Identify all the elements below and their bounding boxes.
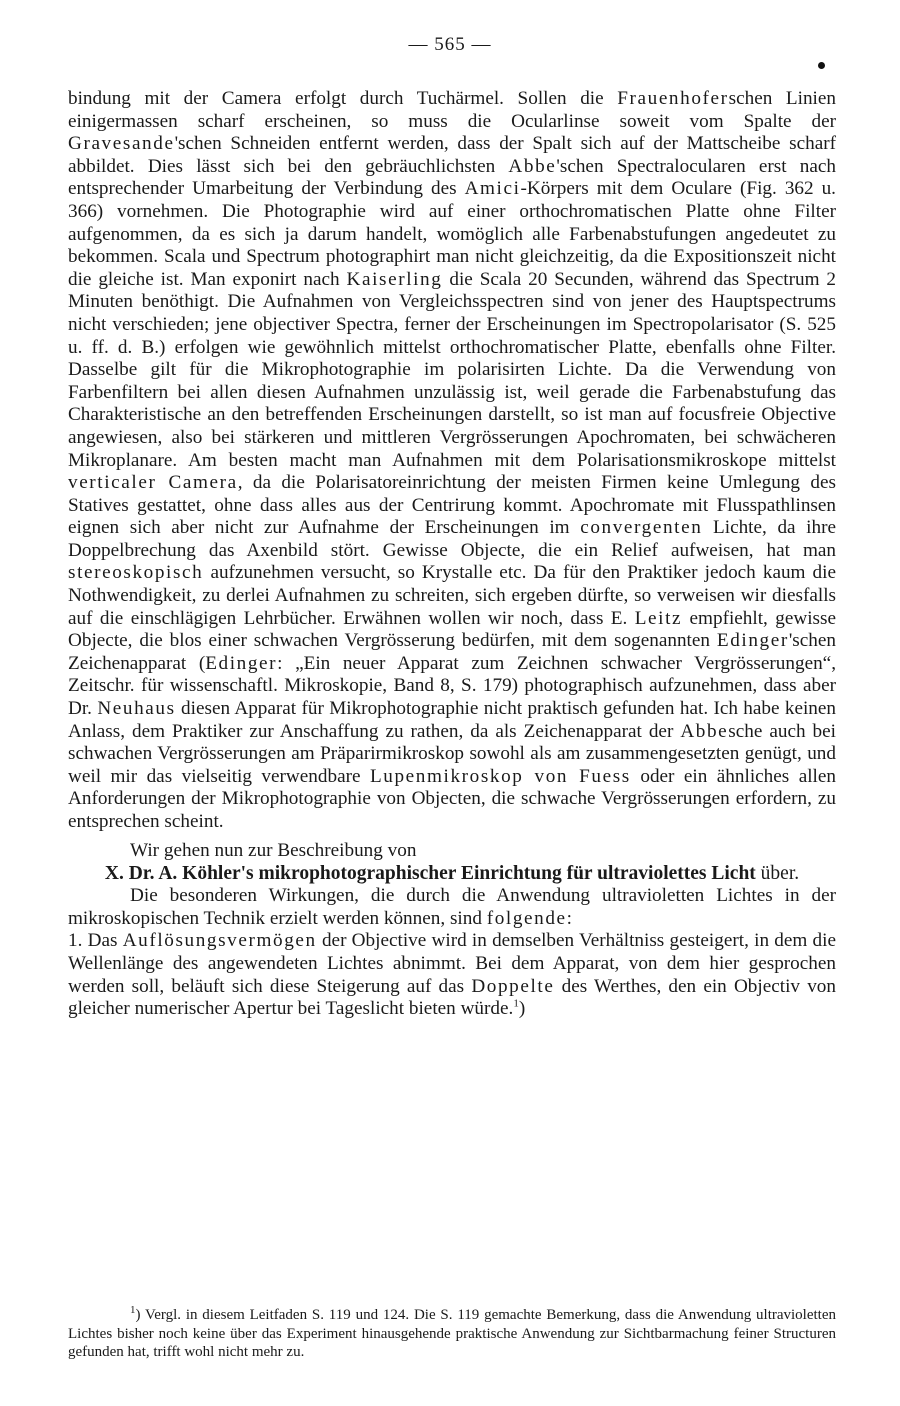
footnote [68,1306,836,1362]
name-leitz: Leitz [634,607,683,629]
paragraph-transition: Wir gehen nun zur Beschreibung von [130,839,417,861]
footnote-text: ) Vergl. in diesem Leitfaden S. 119 und 124. Die S. 119 gemachte Bemerkung, dass die Anwendung ultravioletten Lichtes bisher noch keine über das Experiment hinausgehende praktische Anwendung zur Sichtbarmachung feiner Structuren gefunden hat, trifft wohl nicht mehr zu. [68,1307,836,1360]
text-run: des Werthes, den ein Objectiv von gleicher numerischer Apertur bei Tageslicht bieten würde. [68,975,836,1020]
text-run: schen Linien einigermassen scharf erscheinen, so muss die Ocularlinse soweit vom Spalte der [68,88,836,132]
name-edinger: Edinger [205,652,278,674]
text-run: : [566,907,573,929]
term-doppelte: Doppelte [471,975,555,997]
text-run: : „Ein neuer Apparat zum Zeichnen schwacher Vergrösserungen“, Zeitschr. für wissenschaftl. Mikroskopie, Band 8, S. 179) photographisch aufzunehmen, dass aber Dr. [68,652,836,720]
name-neuhaus: Neuhaus [97,698,176,720]
section-intro [68,885,836,930]
main-text [68,88,836,1021]
name-kaiserling: Kaiserling [346,268,443,290]
term-aufloesungsvermoegen: Auflösungsvermögen [122,930,317,952]
text-run: diesen Apparat für Mikrophotographie nicht praktisch gefunden hat. Ich habe keinen Anlass, dem Praktiker zur Anschaffung zu rathen, da als Zeichenapparat der [68,698,837,742]
term-stereoskopisch: stereoskopisch [68,562,204,584]
name-abbe: Abbe [508,155,557,177]
section-heading [68,862,836,885]
section-heading-tail: über. [755,863,800,885]
text-run: bindung mit der Camera erfolgt durch Tuchärmel. Sollen die [68,88,618,109]
text-run: Lichte, da ihre Doppelbrechung das Axenbild stört. Gewisse Objecte, die ein Relief aufweisen, hat man [68,517,837,561]
paragraph-continuation [68,88,836,834]
text-run: die Scala 20 Secunden, während das Spectrum 2 Minuten benöthigt. Die Aufnahmen von Vergleichsspectren sind von jener des Hauptspectrums nicht verschieden; jene objectiver Spectra, ferner der Erscheinungen im Spectropolarisator (S. 525 u. ff. d. B.) erfolgen wie gewöhnlich mittelst orthochromatischer Platte, ebenfalls ohne Filter. Dasselbe gilt für die Mikrophotographie im polarisirten Lichte. Da die Verwendung von Farbenfiltern bei allen diesen Aufnahmen unzulässig ist, weil gerade die Farbenabstufung das Charakteristische an den betreffenden Erscheinungen darstellt, so ist man auf focusfreie Objective angewiesen, also bei stärkeren und mittleren Vergrösserungen Apochromaten, bei schwächeren Mikroplanare. Am besten macht man Aufnahmen mit dem Polarisationsmikroskope mittelst [68,268,836,471]
text-run: empfiehlt, gewisse Objecte, die blos einer schwachen Vergrösserung bedürfen, mit dem sogenannten [68,607,836,652]
term-folgende: folgende [486,907,567,929]
text-run: sche auch bei schwachen Vergrösserungen am Präparirmikroskop sowohl als am zusammengesetzten genügt, und weil mir das vielseitig verwendbare [68,720,836,787]
name-amici: Amici [464,178,521,200]
name-gravesande: Gravesande [68,133,175,155]
ink-dot [818,62,825,69]
name-frauenhofer: Frauenhofer [617,88,729,109]
text-run: 'schen Schneiden entfernt werden, dass der Spalt sich auf der Mattscheibe scharf abbildet. Dies lässt sich bei den gebräuchlichsten [68,133,836,177]
text-run: , da die Polarisatoreinrichtung der meisten Firmen keine Umlegung des Statives gestattet, ohne dass alles aus der Centrirung kommt. Apochromate mit Flusspathlinsen eignen sich aber nicht zur Aufnahme der Erscheinungen im [68,472,836,539]
footnotes [68,1306,836,1362]
text-run: der Objective wird in demselben Verhältniss gesteigert, in dem die Wellenlänge des angewendeten Lichtes abnimmt. Bei dem Apparat, von dem hier gesprochen werden soll, beläuft sich diese Steigerung auf das [68,930,836,997]
text-run: Die besonderen Wirkungen, die durch die Anwendung ultravioletten Lichtes in der mikroskopischen Technik erzielt werden können, sind [68,885,836,929]
term-verticaler-camera: verticaler Camera [68,472,238,494]
term-convergenten: convergenten [580,517,703,539]
text-run: aufzunehmen versucht, so Krystalle etc. Da für den Praktiker jedoch kaum die Nothwendigkeit, zu derlei Aufnahmen zu schreiten, sich ergeben dürfte, so verweisen wir diesfalls auf die einschlägigen Lehrbücher. Erwähnen wollen wir noch, dass E. [68,562,836,629]
footnote-reference[interactable]: 1 [513,997,519,1010]
name-abbe: Abbe [680,720,729,742]
text-run: -Körpers mit dem Oculare (Fig. 362 u. 366) vornehmen. Die Photographie wird auf einer orthochromatischen Platte ohne Filter aufgenommen, da es sich ja darum handelt, womöglich alle Farbenabstufungen angedeutet zu bekommen. Scala und Spectrum photographirt man nicht gleichzeitig, da die Expositionszeit nicht die gleiche ist. Man exponirt nach [68,178,836,290]
name-edinger: Edinger [716,630,789,652]
term-lupenmikroskop: Lupenmikroskop von Fuess [369,765,631,787]
page-number: — 565 — [408,34,492,55]
section-heading-bold: X. Dr. A. Köhler's mikrophotographischer Einrichtung für ultraviolettes Licht [104,863,756,885]
text-run: 1. Das [68,930,123,952]
footnote-marker: 1 [130,1304,136,1316]
text-run: ) [518,998,526,1020]
list-item [68,930,836,1020]
text-run: 'schen Spectralocularen erst nach entsprechender Umarbeitung der Verbindung des [68,155,837,200]
text-run: 'schen Zeichenapparat ( [68,630,836,674]
text-run: oder ein ähnliches allen Anforderungen der Mikrophotographie von Objecten, die schwache Vergrösserungen erfordern, zu entsprechen scheint. [68,765,836,832]
